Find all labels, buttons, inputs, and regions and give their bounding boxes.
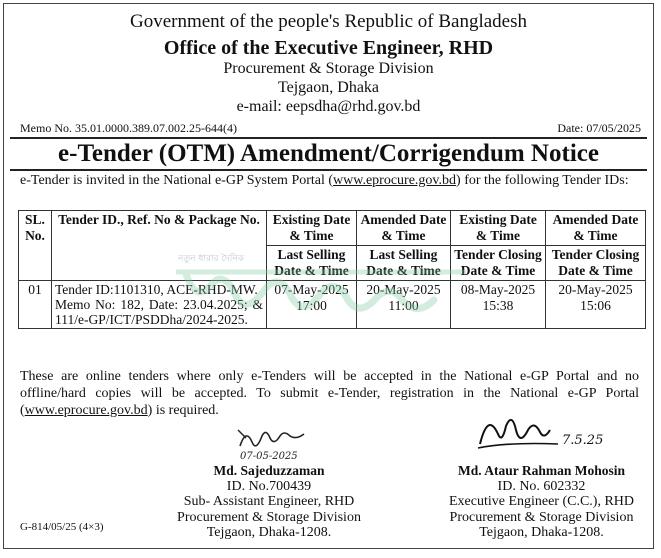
- memo-date: Date: 07/05/2025: [557, 121, 641, 135]
- intro-paragraph: [20, 172, 639, 189]
- left-handwritten-signature: [232, 424, 322, 462]
- existing-selling-cell: [267, 281, 357, 329]
- tender-table: [18, 210, 646, 329]
- notice-page: [3, 3, 654, 549]
- header-amended-1: Amended Date & Time: [357, 211, 451, 246]
- signatory-designation: Sub- Assistant Engineer, RHD: [183, 494, 355, 509]
- memo-number: Memo No. 35.01.0000.389.07.002.25-644(4): [20, 121, 237, 135]
- division-line: Procurement & Storage Division: [223, 60, 434, 77]
- signatory-address: Tejgaon, Dhaka-1208.: [479, 525, 604, 540]
- email-line: e-mail: eepsdha@rhd.gov.bd: [236, 98, 421, 115]
- existing-closing-date: 08-May-2025: [460, 282, 536, 297]
- signatory-division: Procurement & Storage Division: [177, 509, 361, 525]
- header-last-selling-1: Last Selling Date & Time: [267, 246, 357, 281]
- header-sl: SL. No.: [19, 211, 52, 281]
- existing-closing-cell: [451, 281, 546, 329]
- footer-eprocure-link[interactable]: www.eprocure.gov.bd: [24, 403, 148, 418]
- signatory-name: Md. Sajeduzzaman: [213, 463, 325, 478]
- header-closing-2: Tender Closing Date & Time: [546, 246, 646, 281]
- signatory-right: [429, 463, 654, 541]
- signatory-left: [164, 463, 374, 541]
- tender-id-line: Tender ID:1101310, ACE-RHD-MW.: [55, 282, 258, 297]
- tender-memo-line: Memo No: 182, Date: 23.04.2025; & 111/e-GP/ICT/PSDDha/2024-2025.: [55, 297, 263, 327]
- intro-text-end: ) for the following Tender IDs:: [456, 173, 629, 188]
- signatory-address: Tejgaon, Dhaka-1208.: [206, 525, 332, 540]
- row-sl: 01: [19, 281, 52, 329]
- location-line: Tejgaon, Dhaka: [277, 79, 380, 96]
- signatory-division: Procurement & Storage Division: [449, 509, 634, 525]
- amended-closing-time: 15:06: [580, 298, 611, 313]
- existing-selling-date: 07-May-2025: [274, 282, 349, 297]
- footer-text-start: These are online tenders where only e-Tenders will be accepted in the National e-GP Portal and no offline/hard copies will be accepted. To submit e-Tender, registration in the National e-GP Portal (: [20, 369, 639, 418]
- left-signature-date: 07-05-2025: [240, 451, 298, 462]
- intro-text-start: e-Tender is invited in the National e-GP System Portal (: [20, 173, 334, 188]
- existing-closing-time: 15:38: [482, 298, 514, 313]
- watermark-tagline: নতুন ধারার দৈনিক: [178, 254, 244, 264]
- header-last-selling-2: Last Selling Date & Time: [357, 246, 451, 281]
- amended-selling-cell: [357, 281, 451, 329]
- existing-selling-time: 17:00: [296, 298, 327, 313]
- amended-selling-time: 11:00: [388, 298, 419, 313]
- signatory-id: ID. No.700439: [226, 478, 312, 494]
- signatory-id: ID. No. 602332: [497, 478, 586, 494]
- header-existing-2: Existing Date & Time: [451, 211, 546, 246]
- header-amended-2: Amended Date & Time: [546, 211, 646, 246]
- office-heading: Office of the Executive Engineer, RHD: [163, 37, 494, 59]
- header-existing-1: Existing Date & Time: [267, 211, 357, 246]
- amended-selling-date: 20-May-2025: [366, 282, 441, 297]
- footer-text-end: ) is required.: [147, 403, 219, 418]
- amended-closing-cell: [546, 281, 646, 329]
- header-tender: Tender ID., Ref. No & Package No.: [52, 211, 267, 281]
- footer-paragraph: [20, 368, 639, 419]
- signatory-name: Md. Ataur Rahman Mohosin: [457, 463, 626, 478]
- amended-closing-date: 20-May-2025: [558, 282, 633, 297]
- table-row: [19, 281, 646, 329]
- notice-title: e-Tender (OTM) Amendment/Corrigendum Notice: [10, 137, 647, 171]
- government-heading: Government of the people's Republic of Bangladesh: [129, 11, 528, 32]
- right-signature-date: 7.5.25: [562, 433, 604, 448]
- signatory-designation: Executive Engineer (C.C.), RHD: [448, 494, 635, 509]
- header-closing-1: Tender Closing Date & Time: [451, 246, 546, 281]
- eprocure-link[interactable]: www.eprocure.gov.bd: [333, 173, 457, 188]
- print-reference: G-814/05/25 (4×3): [20, 521, 104, 533]
- right-handwritten-signature: [474, 414, 614, 454]
- row-tender-details: [52, 281, 267, 329]
